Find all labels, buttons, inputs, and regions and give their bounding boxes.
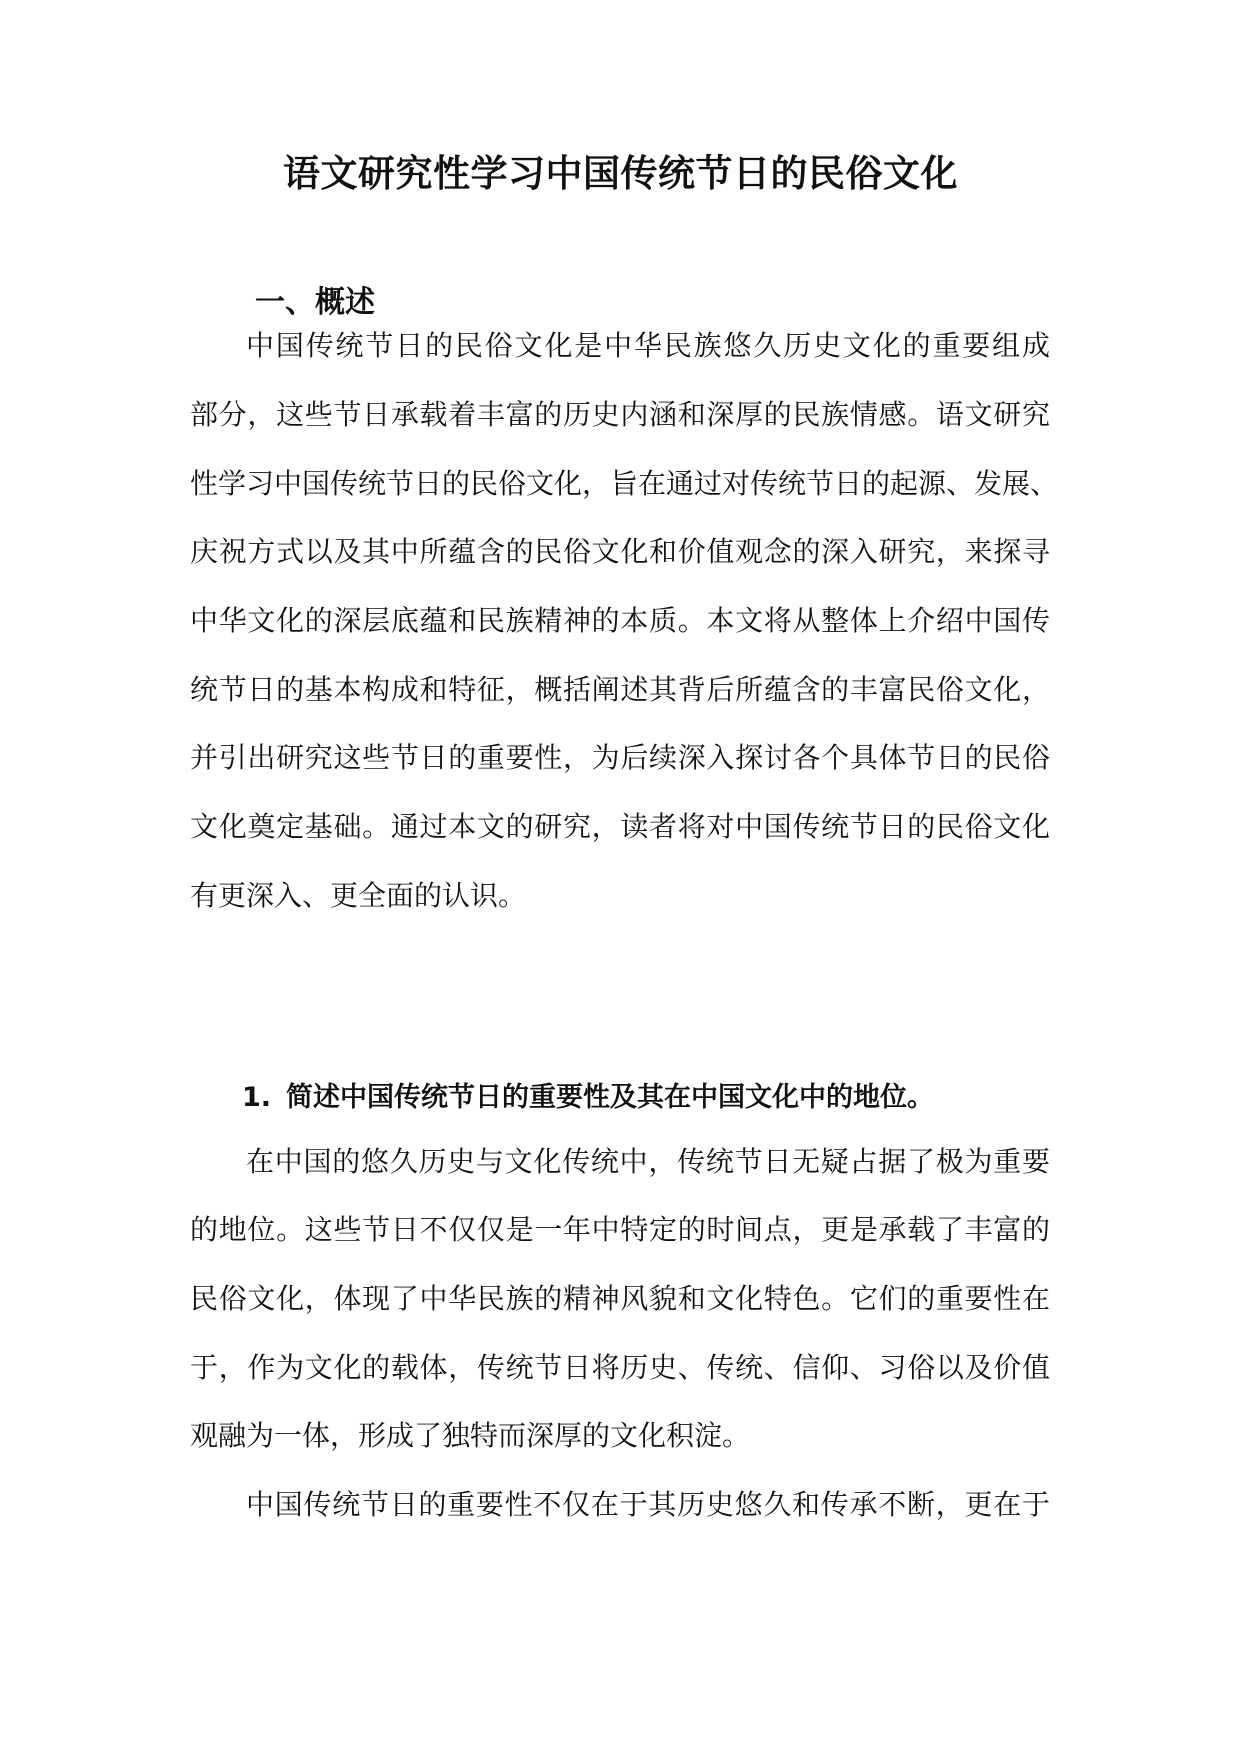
subsection-heading bbox=[242, 1080, 934, 1116]
paragraph-line: 于，作为文化的载体，传统节日将历史、传统、信仰、习俗以及价值 bbox=[190, 1351, 1050, 1384]
subsection-title: 简述中国传统节日的重要性及其在中国文化中的地位。 bbox=[286, 1082, 934, 1113]
paragraph-line: 性学习中国传统节日的民俗文化，旨在通过对传统节日的起源、发展、 bbox=[190, 467, 1059, 500]
paragraph-line: 文化奠定基础。通过本文的研究，读者将对中国传统节日的民俗文化 bbox=[190, 810, 1050, 843]
paragraph-line: 庆祝方式以及其中所蕴含的民俗文化和价值观念的深入研究，来探寻 bbox=[190, 535, 1050, 568]
paragraph-line: 观融为一体，形成了独特而深厚的文化积淀。 bbox=[190, 1419, 751, 1452]
paragraph-line: 中国传统节日的重要性不仅在于其历史悠久和传承不断，更在于 bbox=[246, 1488, 1050, 1521]
section-heading-overview: 一、概述 bbox=[255, 285, 375, 320]
paragraph-line: 部分，这些节日承载着丰富的历史内涵和深厚的民族情感。语文研究 bbox=[190, 398, 1050, 431]
paragraph-line: 中国传统节日的民俗文化是中华民族悠久历史文化的重要组成 bbox=[246, 329, 1050, 362]
paragraph-line: 并引出研究这些节日的重要性，为后续深入探讨各个具体节日的民俗 bbox=[190, 741, 1050, 774]
paragraph-line: 中华文化的深层底蕴和民族精神的本质。本文将从整体上介绍中国传 bbox=[190, 604, 1050, 637]
paragraph-line: 民俗文化，体现了中华民族的精神风貌和文化特色。它们的重要性在 bbox=[190, 1282, 1050, 1315]
paragraph-line: 在中国的悠久历史与文化传统中，传统节日无疑占据了极为重要 bbox=[246, 1145, 1050, 1178]
paragraph-line: 有更深入、更全面的认识。 bbox=[190, 879, 527, 912]
subsection-number: 1. bbox=[242, 1082, 272, 1113]
document-title: 语文研究性学习中国传统节日的民俗文化 bbox=[283, 152, 958, 195]
paragraph-line: 统节日的基本构成和特征，概括阐述其背后所蕴含的丰富民俗文化， bbox=[190, 673, 1050, 706]
paragraph-line: 的地位。这些节日不仅仅是一年中特定的时间点，更是承载了丰富的 bbox=[190, 1213, 1050, 1246]
